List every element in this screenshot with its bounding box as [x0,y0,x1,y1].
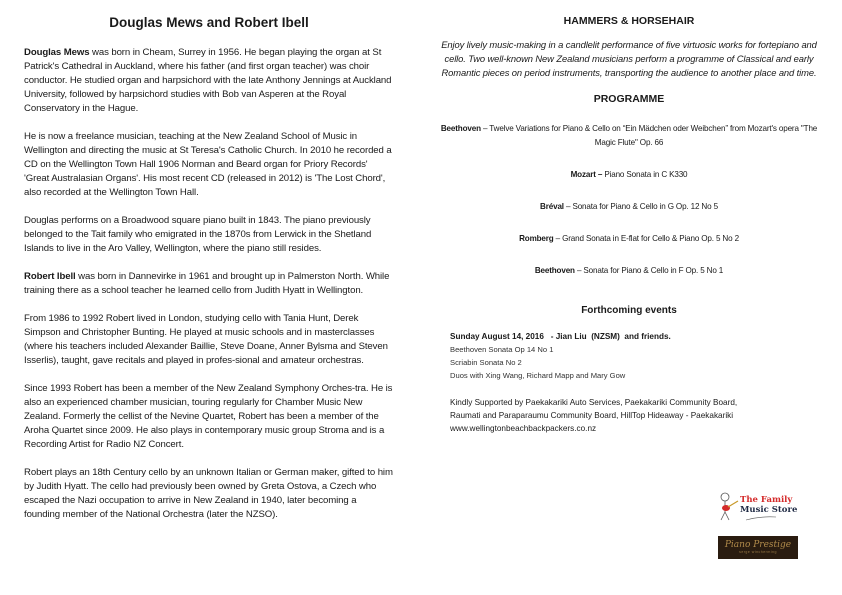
composer: Romberg [519,234,554,243]
bio-paragraph [24,312,394,368]
logo-tagline: serge wincherming [739,550,777,554]
bio-paragraph [24,466,394,522]
logo-line-1: The Family [740,495,793,505]
programme-item [440,168,818,182]
work: Piano Sonata in C K330 [602,170,688,179]
events-heading: Forthcoming events [581,305,677,316]
bio-paragraphs [24,46,394,522]
composer: Beethoven [534,266,575,275]
programme-heading: PROGRAMME [593,93,665,105]
bio-text: Since 1993 Robert has been a member of the New Zealand Symphony Orches-tra. He is also an experienced chamber musician, touring regularly for Chamber Music New Zealand. Formerly the cellist of the Nevine Quartet, Robert has been a member of the Aroha Quartet since 2009. He also plays in contemporary music group Stroma and is a Recording Artist for Radio NZ Concert. [24,383,393,450]
bio-name: Robert Ibell [24,271,76,282]
piano-prestige-logo [718,536,798,559]
bio-text: was born in Dannevirke in 1961 and brought up in Palmerston North. While training there as a school teacher he learned cello from Judith Hyatt in Wellington. [24,271,390,296]
bio-paragraph [24,46,394,116]
work: – Sonata for Piano & Cello in F Op. 5 No 1 [574,266,724,275]
concert-title: HAMMERS & HORSEHAIR [563,15,695,27]
bio-paragraph [24,214,394,256]
event-detail: Scriabin Sonata No 2 [450,358,522,367]
bio-paragraph [24,270,394,298]
bio-text: From 1986 to 1992 Robert lived in London, studying cello with Tania Hunt, Derek Simpson and Christopher Bunting. He played at music schools and in masterclasses (where his teachers included Alexander Baillie, Steve Doane, Anner Bylsma and Steven Isserlis), taught, gave recitals and played in profes-sional and amateur orchestras. [24,313,388,366]
programme-item [440,264,818,278]
composer: Beethoven [440,124,481,133]
biography-column [24,14,394,536]
event-entry [450,330,818,382]
composer: Bréval [540,202,564,211]
family-music-store-logo [716,490,804,524]
work: – Sonata for Piano & Cello in G Op. 12 No 5 [563,202,718,211]
bio-text: He is now a freelance musician, teaching at the New Zealand School of Music in Wellington and directing the music at St Teresa's Catholic Church. In 2010 he recorded a CD on the Wellington Town Hall 1906 Norman and Beard organ for Priory Records' 'Great Australasian Organs'. His most recent CD (released in 2012) is 'The Lost Chord', also recorded at the Wellington Town Hall. [24,131,392,198]
bio-text: Robert plays an 18th Century cello by an unknown Italian or German maker, gifted to him by Judith Hyatt. The cello had previously been owned by Greta Ostova, a Czech who escaped the Nazi occupation to arrive in New Zealand in 1940, later becoming a founding member of the National Orchestra (later the NZSO). [24,467,393,520]
event-detail: Duos with Xing Wang, Richard Mapp and Mary Gow [450,371,626,380]
bio-paragraph [24,382,394,452]
bio-text: Douglas performs on a Broadwood square piano built in 1843. The piano previously belonged to the Tait family who emigrated in the 1870s from Lerwick in the Shetland Islands to live in the Aro Valley, Wellington, where the piano still resides. [24,215,372,254]
event-title: Sunday August 14, 2016 - Jian Liu (NZSM) and friends. [450,332,671,341]
work: – Grand Sonata in E-flat for Cello & Piano Op. 5 No 2 [553,234,739,243]
sponsors-url[interactable]: www.wellingtonbeachbackpackers.co.nz [450,424,597,433]
event-detail: Beethoven Sonata Op 14 No 1 [450,345,554,354]
bio-paragraph [24,130,394,200]
programme-item [440,232,818,246]
bio-title: Douglas Mews and Robert Ibell [109,15,309,30]
programme-item [440,200,818,214]
bio-name: Douglas Mews [24,47,90,58]
composer: Mozart – [570,170,603,179]
work: – Twelve Variations for Piano & Cello on “Ein Mädchen oder Weibchen” from Mozart's opera "The Magic Flute" Op. 66 [480,124,818,147]
sponsors-line: Kindly Supported by Paekakariki Auto Services, Paekakariki Community Board, [450,398,738,407]
programme-item [440,122,818,150]
bio-text: was born in Cheam, Surrey in 1956. He began playing the organ at St Patrick's Cathedral in Auckland, where his father (and first organ teacher) was choir conductor. He studied organ and harpsichord with the late Anthony Jennings at Auckland University, followed by harpsichord studies with Bob van Asperen at the Royal Conservatory in the Hague. [24,47,392,114]
sponsors-line: Raumati and Paraparaumu Community Board, HillTop Hideaway - Paekakariki [450,411,734,420]
logo-line-2: Music Store [740,505,798,515]
sponsors-text [450,396,818,435]
logo-name: Piano Prestige [724,540,792,550]
concert-intro: Enjoy lively music-making in a candlelit performance of five virtuosic works for fortepiano and cello. Two well-known New Zealand musicians perform a programme of Classical and early Romantic pieces on period instruments, transporting the audience to another place and time. [441,39,817,78]
programme-column [440,14,818,435]
